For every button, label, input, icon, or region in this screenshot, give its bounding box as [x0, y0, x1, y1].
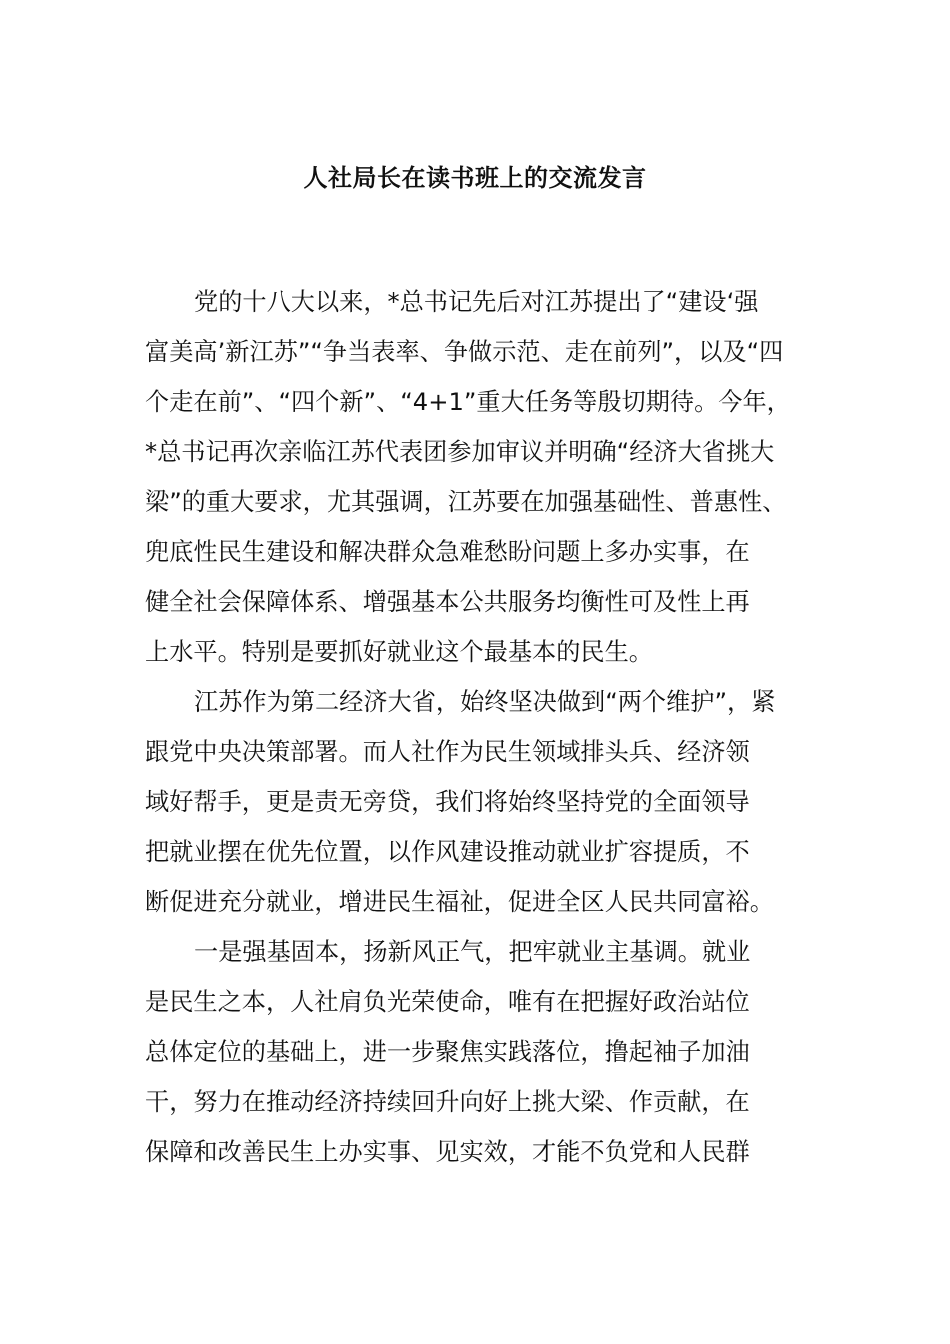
paragraph-2-line: 跟党中央决策部署。而人社作为民生领域排头兵、经济领	[145, 738, 750, 766]
paragraph-3-line: 总体定位的基础上，进一步聚焦实践落位，撸起袖子加油	[145, 1038, 750, 1066]
paragraph-3-line: 是民生之本，人社肩负光荣使命，唯有在把握好政治站位	[145, 988, 750, 1016]
paragraph-1-line: 梁”的重大要求，尤其强调，江苏要在加强基础性、普惠性、	[145, 488, 787, 516]
paragraph-2-line: 域好帮手，更是责无旁贷，我们将始终坚持党的全面领导	[145, 788, 750, 816]
paragraph-2-line: 把就业摆在优先位置，以作风建设推动就业扩容提质，不	[145, 838, 750, 866]
paragraph-1-line: 富美高’新江苏”“争当表率、争做示范、走在前列”，以及“四	[145, 338, 784, 366]
paragraph-1-line: 党的十八大以来，*总书记先后对江苏提出了“建设‘强	[194, 288, 759, 316]
document-body	[145, 284, 817, 1184]
paragraph-3-line: 干，努力在推动经济持续回升向好上挑大梁、作贡献，在	[145, 1088, 750, 1116]
paragraph-3-line: 一是强基固本，扬新风正气，把牢就业主基调。就业	[194, 938, 751, 966]
paragraph-1-line: *总书记再次亲临江苏代表团参加审议并明确“经济大省挑大	[145, 438, 775, 466]
paragraph-2-line: 断促进充分就业，增进民生福祉，促进全区人民共同富裕。	[145, 888, 774, 916]
document-title: 人社局长在读书班上的交流发言	[303, 164, 647, 192]
paragraph-1-line: 兜底性民生建设和解决群众急难愁盼问题上多办实事，在	[145, 538, 750, 566]
paragraph-1-line: 健全社会保障体系、增强基本公共服务均衡性可及性上再	[145, 588, 750, 616]
paragraph-1-line: 上水平。特别是要抓好就业这个最基本的民生。	[145, 638, 653, 666]
paragraph-1-line: 个走在前”、“四个新”、“4+1”重大任务等殷切期待。今年，	[145, 388, 791, 416]
paragraph-2-line: 江苏作为第二经济大省，始终坚决做到“两个维护”，紧	[194, 688, 776, 716]
paragraph-3-line: 保障和改善民生上办实事、见实效，才能不负党和人民群	[145, 1138, 750, 1166]
